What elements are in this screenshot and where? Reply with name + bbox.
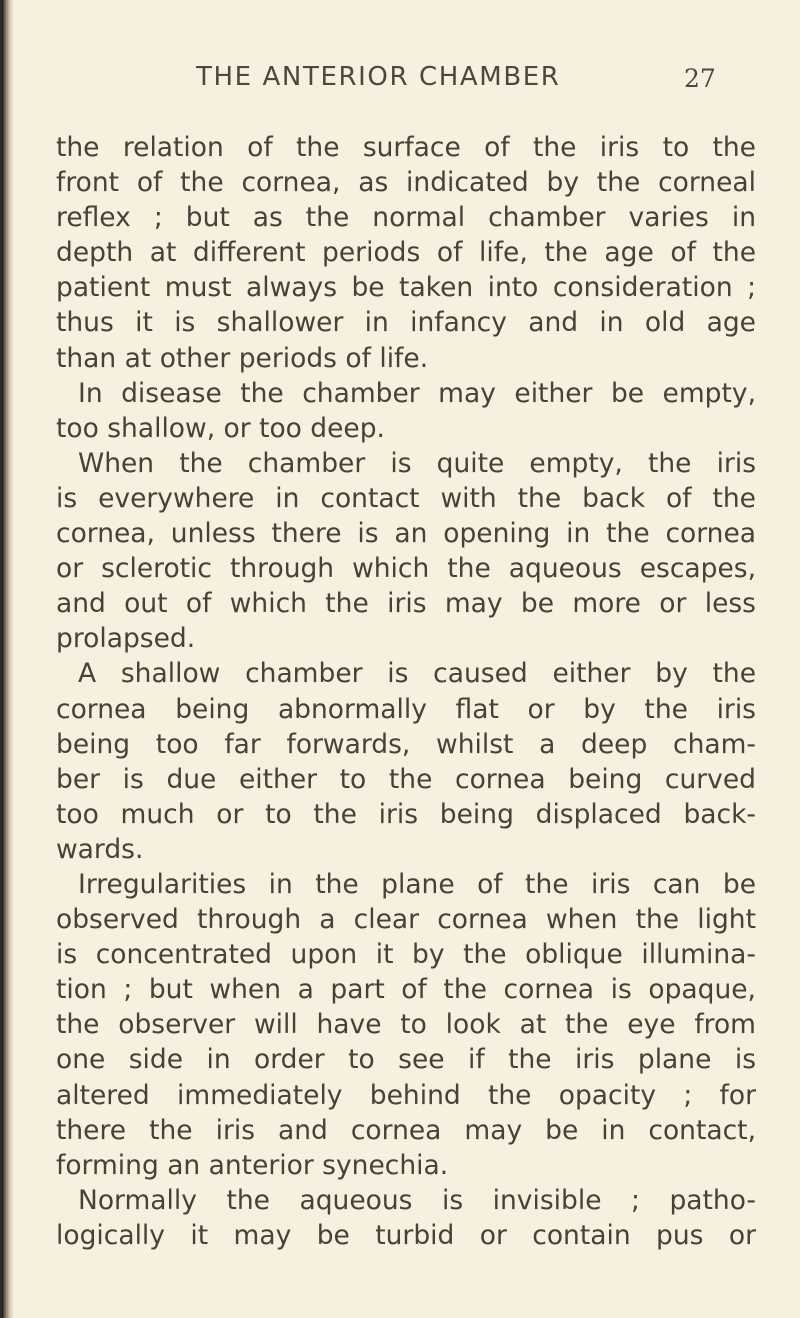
text-line: one side in order to see if the iris plane is: [56, 1044, 756, 1076]
text-line: cornea, unless there is an opening in the cornea: [56, 518, 756, 550]
text-line: In disease the chamber may either be empty,: [78, 377, 756, 409]
page-number: 27: [684, 64, 716, 93]
text-line: the observer will have to look at the eye from: [56, 1009, 756, 1041]
text-line: being too far forwards, whilst a deep cham-: [56, 728, 756, 760]
text-line: the relation of the surface of the iris to the: [56, 132, 756, 163]
text-line: too shallow, or too deep.: [56, 412, 385, 444]
text-line: altered immediately behind the opacity ; for: [56, 1079, 756, 1111]
text-line: thus it is shallower in infancy and in old age: [56, 307, 756, 339]
text-line: depth at different periods of life, the age of the: [56, 237, 756, 269]
text-line: Normally the aqueous is invisible ; patho-: [78, 1184, 756, 1216]
text-line: A shallow chamber is caused either by the: [78, 658, 756, 690]
text-line: ber is due either to the cornea being curved: [56, 763, 756, 795]
text-line: tion ; but when a part of the cornea is opaque,: [56, 974, 756, 1006]
text-line: is concentrated upon it by the oblique illumina-: [56, 939, 756, 971]
text-line: observed through a clear cornea when the light: [56, 904, 756, 936]
text-line: wards.: [56, 833, 144, 865]
text-line: When the chamber is quite empty, the iris: [78, 447, 756, 479]
text-line: patient must always be taken into consideration ;: [56, 272, 756, 304]
text-line: Irregularities in the plane of the iris can be: [78, 868, 756, 900]
text-line: front of the cornea, as indicated by the corneal: [56, 167, 756, 199]
text-line: is everywhere in contact with the back of the: [56, 482, 756, 514]
text-line: or sclerotic through which the aqueous escapes,: [56, 553, 756, 585]
text-line: and out of which the iris may be more or less: [56, 588, 756, 620]
text-line: reflex ; but as the normal chamber varies in: [56, 202, 756, 234]
body-text: [56, 130, 756, 1253]
page-header: [0, 62, 800, 102]
text-line: too much or to the iris being displaced back-: [56, 798, 756, 830]
text-line: there the iris and cornea may be in contact,: [56, 1114, 756, 1146]
text-line: cornea being abnormally flat or by the iris: [56, 693, 756, 725]
text-line: than at other periods of life.: [56, 342, 429, 374]
running-head: THE ANTERIOR CHAMBER: [196, 62, 561, 92]
text-line: prolapsed.: [56, 623, 196, 655]
page-binding-edge: [0, 0, 14, 1318]
text-line: forming an anterior synechia.: [56, 1149, 449, 1181]
text-line: logically it may be turbid or contain pus or: [56, 1219, 756, 1251]
binding-shadow-line: [2, 0, 3, 1318]
